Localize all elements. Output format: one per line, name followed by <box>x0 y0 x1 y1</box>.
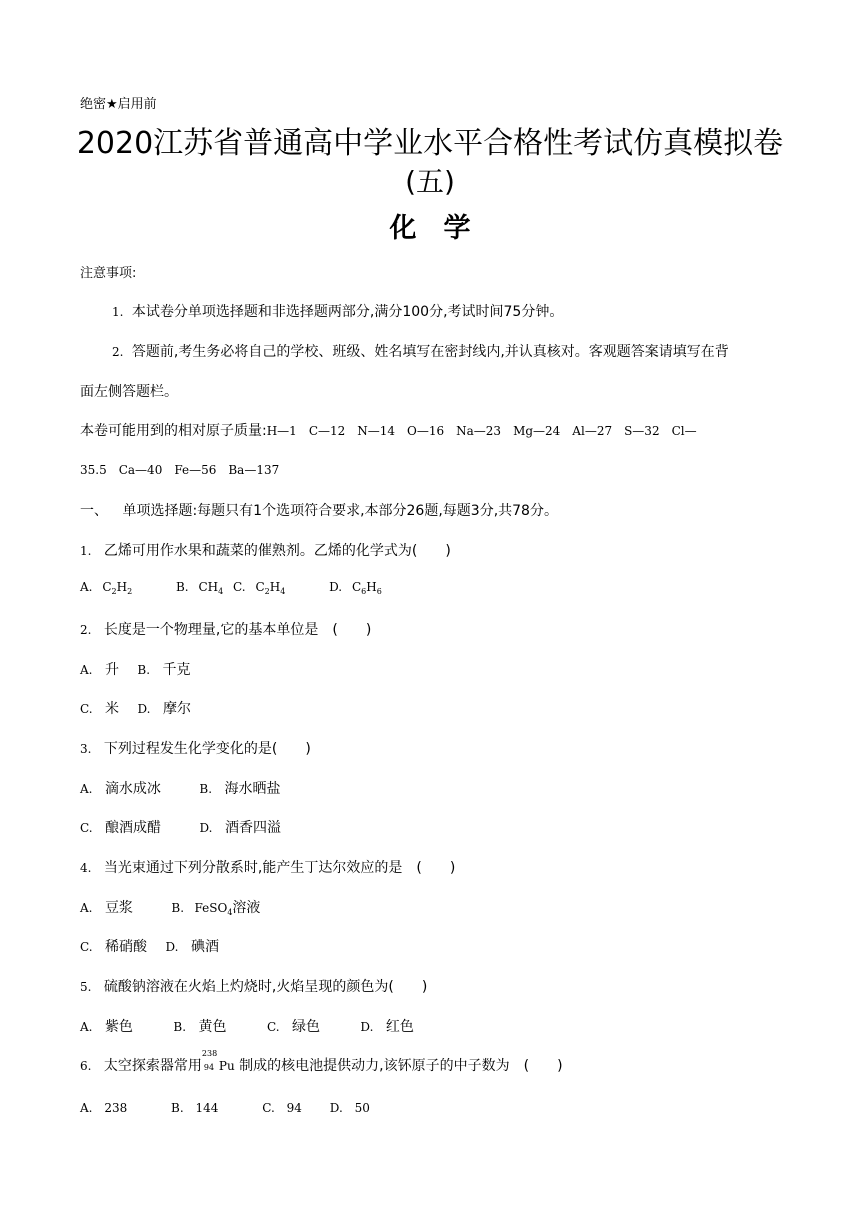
question-3-options-row-1 <box>80 778 280 798</box>
option-label: D. <box>329 580 343 594</box>
note-item-1 <box>112 301 563 321</box>
option-b[interactable]: 海水晒盐 <box>224 781 281 797</box>
question-3-options-row-2 <box>80 817 281 837</box>
option-label: A. <box>80 1101 93 1115</box>
option-a[interactable]: 滴水成冰 <box>104 781 161 797</box>
option-a[interactable]: 紫色 <box>104 1019 133 1035</box>
question-4-options-row-2 <box>80 936 219 956</box>
confidential-label: 绝密★启用前 <box>80 97 157 112</box>
option-label: D. <box>165 940 179 954</box>
question-2-options-row-1 <box>80 659 190 679</box>
option-label: B. <box>171 901 185 915</box>
notes-heading: 注意事项: <box>80 266 137 281</box>
question-3 <box>80 738 311 758</box>
question-stem: 乙烯可用作水果和蔬菜的催熟剂。乙烯的化学式为( ) <box>103 543 451 559</box>
option-label: D. <box>360 1020 374 1034</box>
option-d[interactable]: $C_6H_6$ <box>351 580 382 596</box>
option-a[interactable]: 升 <box>104 662 119 678</box>
question-stem: 硫酸钠溶液在火焰上灼烧时,火焰呈现的颜色为( ) <box>103 979 428 995</box>
section-heading <box>80 500 558 520</box>
question-number: 5. <box>80 980 92 994</box>
option-label: B. <box>171 1101 184 1115</box>
question-2 <box>80 619 371 639</box>
option-c[interactable]: 酿酒成醋 <box>105 820 162 836</box>
question-5 <box>80 976 427 996</box>
option-c[interactable]: 绿色 <box>291 1019 320 1035</box>
option-d[interactable]: 红色 <box>385 1019 414 1035</box>
option-label: A. <box>80 1020 93 1034</box>
option-label: A. <box>80 663 93 677</box>
note-item-text: 答题前,考生务必将自己的学校、班级、姓名填写在密封线内,并认真核对。客观题答案请填写在背 <box>131 344 729 360</box>
option-label: D. <box>137 702 151 716</box>
question-number: 3. <box>80 742 92 756</box>
option-label: C. <box>80 702 93 716</box>
question-stem: 长度是一个物理量,它的基本单位是 ( ) <box>103 622 372 638</box>
option-label: B. <box>137 663 151 677</box>
question-4 <box>80 857 455 877</box>
question-4-options-row-1 <box>80 897 260 917</box>
question-stem: 下列过程发生化学变化的是( ) <box>103 741 311 757</box>
note-item-number: 1. <box>112 305 124 319</box>
atomic-mass-label: 本卷可能用到的相对原子质量: <box>80 423 267 439</box>
option-d[interactable]: 50 <box>354 1101 370 1115</box>
option-a[interactable]: 238 <box>104 1101 128 1115</box>
option-a[interactable]: 豆浆 <box>104 900 133 916</box>
option-b[interactable]: 黄色 <box>198 1019 227 1035</box>
option-label: C. <box>233 580 246 594</box>
plutonium-isotope: 238 94 <box>201 1049 218 1072</box>
option-b[interactable]: $CH_4$ <box>198 580 224 596</box>
question-stem: 当光束通过下列分散系时,能产生丁达尔效应的是 ( ) <box>103 860 456 876</box>
option-label: C. <box>266 1020 280 1034</box>
option-label: C. <box>80 940 93 954</box>
option-label: C. <box>80 821 93 835</box>
question-5-options <box>80 1016 414 1036</box>
question-number: 1. <box>80 544 92 558</box>
option-b[interactable]: 千克 <box>162 662 191 678</box>
atomic-mass-line-1 <box>80 420 697 440</box>
option-d[interactable]: 酒香四溢 <box>224 820 281 836</box>
note-item-number: 2. <box>112 345 124 359</box>
question-stem-before: 太空探索器常用 <box>103 1058 202 1074</box>
subject-title: 化 学 <box>389 213 471 244</box>
option-label: A. <box>80 901 93 915</box>
isotope-symbol: Pu <box>218 1059 235 1073</box>
option-b[interactable]: 144 <box>195 1101 219 1115</box>
option-d[interactable]: 碘酒 <box>190 939 219 955</box>
option-c[interactable]: 稀硝酸 <box>105 939 148 955</box>
section-number: 一、 <box>80 503 108 519</box>
question-1-options <box>80 580 382 596</box>
option-d[interactable]: 摩尔 <box>162 701 191 717</box>
note-item-2-continued: 面左侧答题栏。 <box>80 384 178 400</box>
option-label: B. <box>199 782 213 796</box>
note-item-2 <box>112 341 729 361</box>
question-6 <box>80 1049 563 1075</box>
option-label: B. <box>175 580 189 594</box>
exam-title: 2020江苏省普通高中学业水平合格性考试仿真模拟卷 <box>76 126 784 161</box>
option-c[interactable]: 米 <box>105 701 120 717</box>
option-label: A. <box>80 580 93 594</box>
option-label: D. <box>199 821 213 835</box>
note-item-text: 本试卷分单项选择题和非选择题两部分,满分100分,考试时间75分钟。 <box>131 304 564 320</box>
atomic-mass-line-2: 35.5 Ca—40 Fe—56 Ba—137 <box>80 463 280 477</box>
question-6-options <box>80 1101 370 1115</box>
exam-title-number: (五) <box>405 165 455 198</box>
option-a[interactable]: $C_2H_2$ <box>102 580 133 596</box>
question-number: 4. <box>80 861 92 875</box>
option-b[interactable]: FeSO$_4$溶液 <box>194 900 261 917</box>
option-label: B. <box>173 1020 187 1034</box>
section-text: 单项选择题:每题只有1个选项符合要求,本部分26题,每题3分,共78分。 <box>122 503 558 519</box>
question-2-options-row-2 <box>80 698 191 718</box>
atomic-mass-values: H—1 C—12 N—14 O—16 Na—23 Mg—24 Al—27 S—32 Cl— <box>266 424 697 438</box>
option-label: C. <box>262 1101 275 1115</box>
question-stem-after: 制成的核电池提供动力,该钚原子的中子数为 ( ) <box>239 1058 563 1074</box>
question-number: 6. <box>80 1059 92 1073</box>
question-1 <box>80 540 451 560</box>
option-label: D. <box>329 1101 343 1115</box>
question-number: 2. <box>80 623 92 637</box>
option-c[interactable]: 94 <box>286 1101 302 1115</box>
option-c[interactable]: $C_2H_4$ <box>255 580 286 596</box>
option-label: A. <box>80 782 93 796</box>
